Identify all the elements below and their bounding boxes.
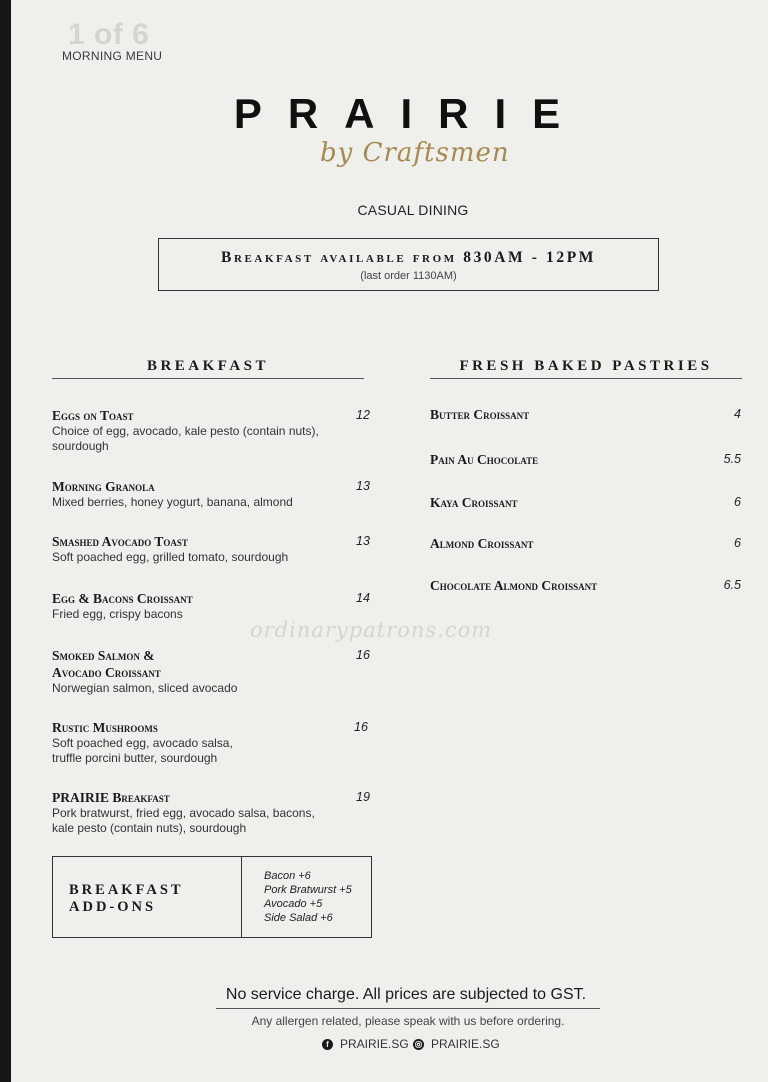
menu-item (52, 719, 372, 766)
pastry-item (430, 577, 741, 594)
item-name: Chocolate Almond Croissant (430, 578, 598, 593)
item-description: Choice of egg, avocado, kale pesto (contain nuts), (52, 424, 319, 438)
brand-logo: PRAIRIE (233, 90, 587, 137)
item-name: Morning Granola (52, 479, 155, 494)
pastries-heading: FRESH BAKED PASTRIES (459, 358, 713, 374)
addon-item: Pork Bratwurst +5 (264, 884, 352, 896)
brand-tagline: by Craftsmen (320, 138, 510, 168)
addons-list (264, 869, 352, 925)
addon-item: Side Salad +6 (264, 912, 333, 924)
watermark: ordinarypatrons.com (250, 618, 493, 642)
allergen-note: Any allergen related, please speak with us before ordering. (251, 1014, 565, 1028)
service-charge-note: No service charge. All prices are subjected to GST. (225, 986, 587, 1003)
left-edge-bar (0, 0, 11, 1082)
item-description: Norwegian salmon, sliced avocado (52, 681, 238, 695)
facebook-handle-text: PRAIRIE.SG (340, 1037, 409, 1051)
instagram-handle[interactable] (413, 1037, 500, 1051)
pastry-item (430, 451, 741, 468)
item-name: Smoked Salmon & (52, 648, 155, 663)
item-name: Butter Croissant (430, 407, 530, 422)
instagram-handle-text: PRAIRIE.SG (431, 1037, 500, 1051)
menu-item (52, 407, 372, 454)
menu-item (52, 478, 372, 510)
page-counter: 1 of 6 (68, 18, 150, 51)
item-description: Mixed berries, honey yogurt, banana, almond (52, 495, 293, 509)
item-price: 13 (356, 534, 370, 548)
item-price: 6.5 (723, 578, 741, 592)
addons-title (69, 882, 184, 916)
menu-item (52, 647, 372, 696)
item-price: 13 (356, 479, 370, 493)
item-description: Soft poached egg, avocado salsa, (52, 736, 233, 750)
addon-item: Avocado +5 (264, 898, 323, 910)
item-description: Fried egg, crispy bacons (52, 607, 183, 621)
item-price: 6 (734, 536, 741, 550)
item-price: 19 (356, 790, 370, 804)
item-name: Smashed Avocado Toast (52, 534, 188, 549)
instagram-icon (413, 1039, 424, 1050)
pastries-rule (430, 378, 742, 379)
item-description: Pork bratwurst, fried egg, avocado salsa, bacons, (52, 806, 315, 820)
addons-title-line: BREAKFAST (69, 882, 184, 898)
addon-item: Bacon +6 (264, 870, 311, 882)
breakfast-rule (52, 378, 364, 379)
item-description: Soft poached egg, grilled tomato, sourdough (52, 550, 289, 564)
item-price: 14 (356, 591, 370, 605)
addons-divider (241, 857, 242, 937)
breakfast-heading: BREAKFAST (146, 358, 270, 374)
item-name: PRAIRIE Breakfast (52, 790, 170, 805)
hours-box (158, 238, 659, 291)
dining-type: CASUAL DINING (357, 202, 469, 218)
item-price: 6 (734, 495, 741, 509)
item-price: 5.5 (723, 452, 741, 466)
item-name: Avocado Croissant (52, 665, 161, 680)
pastry-item (430, 535, 741, 552)
item-name: Rustic Mushrooms (52, 720, 158, 735)
footer-rule (216, 1008, 600, 1009)
hours-title: Breakfast available from 830AM - 12PM (221, 249, 596, 266)
addons-title-line: ADD-ONS (69, 899, 157, 915)
item-name: Egg & Bacons Croissant (52, 591, 193, 606)
item-description: truffle porcini butter, sourdough (52, 751, 218, 765)
pastry-item (430, 406, 741, 423)
item-name: Eggs on Toast (52, 408, 134, 423)
item-price: 16 (354, 720, 368, 734)
pastry-item (430, 494, 741, 511)
facebook-handle[interactable] (322, 1037, 409, 1051)
item-price: 16 (356, 648, 370, 662)
page-label: MORNING MENU (62, 49, 163, 63)
menu-item (52, 533, 372, 565)
addons-box (52, 856, 372, 938)
item-name: Kaya Croissant (430, 495, 518, 510)
item-name: Pain Au Chocolate (430, 452, 539, 467)
last-order-note: (last order 1130AM) (360, 270, 457, 282)
item-name: Almond Croissant (430, 536, 534, 551)
item-description: sourdough (52, 439, 109, 453)
item-price: 12 (356, 408, 370, 422)
item-price: 4 (734, 407, 741, 421)
facebook-icon: f (322, 1039, 333, 1050)
menu-item (52, 789, 372, 836)
item-description: kale pesto (contain nuts), sourdough (52, 821, 247, 835)
